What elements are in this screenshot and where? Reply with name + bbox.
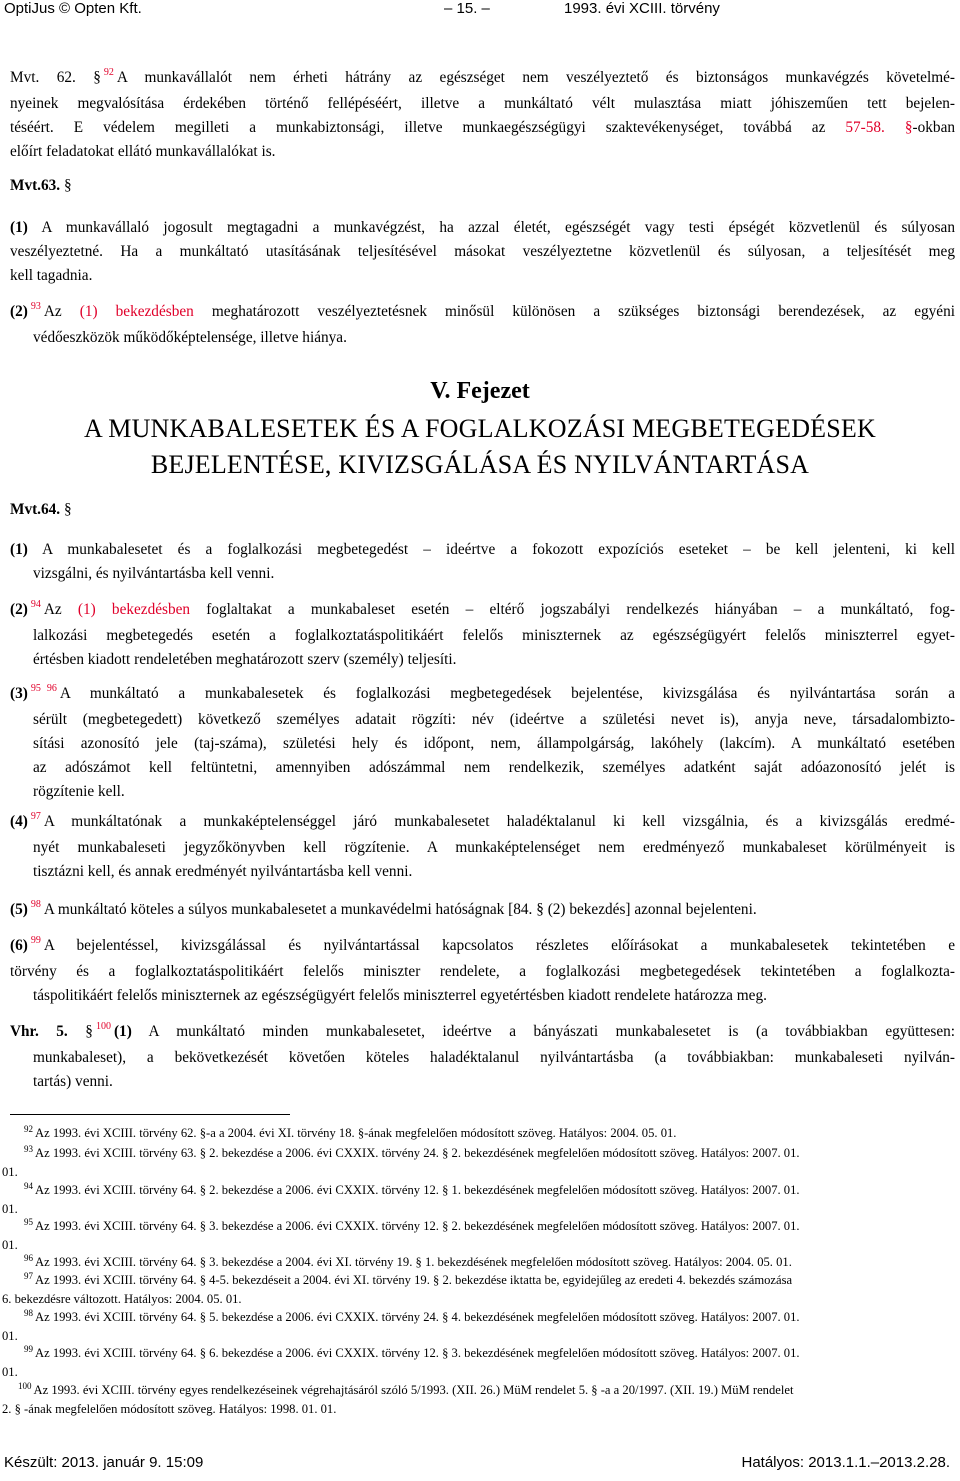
mvt64-paragraph-5: (5) $^{98}$ A munkáltató köteles a súlyos munkabalesetet a munkavédelmi hatóságnak [84. § (2) bekezdés] azonnal bejelenteni. <box>10 899 757 918</box>
footnote-ref-100[interactable]: 100 <box>95 1021 111 1032</box>
section-label: Mvt.63. <box>10 177 61 194</box>
section-sign-icon: § <box>93 69 101 86</box>
footnote-ref-95[interactable]: 95 <box>30 683 41 694</box>
paragraph-number: (2) <box>10 303 28 320</box>
footnote-ref-92[interactable]: 92 <box>103 67 114 78</box>
footnote-ref-98[interactable]: 98 <box>30 899 41 910</box>
section-link-57-58[interactable]: 57-58. <box>845 119 885 136</box>
section-sign-icon: § <box>85 1023 93 1040</box>
mvt64-paragraph-1: (1) A munkabalesetet és a foglalkozási megbetegedést – ideértve a fokozott expozíciós eseteket – be kell jelenteni, ki kell vizsgálni, és nyilvántartásba kell venni. <box>10 541 955 582</box>
footnote-ref-99[interactable]: 99 <box>30 935 41 946</box>
section-label: Vhr. 5. <box>10 1023 68 1040</box>
mvt62-line2: nyeinek megvalósítása érdekében történő fellépéséért, illetve a munkáltató vélt mulasztása miatt jóhiszeműen tett bejelen- <box>10 95 955 112</box>
footnote-98: $^{98}$ Az 1993. évi XCIII. törvény 64. § 5. bekezdése a 2006. évi CXXIX. törvény 24. § 4. bekezdésének megfelelően módosított szöveg. Hatályos: 2007. 01. 01. <box>2 1308 800 1343</box>
footnote-95: $^{95}$ Az 1993. évi XCIII. törvény 64. § 3. bekezdése a 2006. évi CXXIX. törvény 12. § 2. bekezdésének megfelelően módosított szöveg. Hatályos: 2007. 01. 01. <box>2 1217 800 1252</box>
footnote-94: $^{94}$ Az 1993. évi XCIII. törvény 64. § 2. bekezdése a 2006. évi CXXIX. törvény 12. § 1. bekezdésének megfelelően módosított szöveg. Hatályos: 2007. 01. 01. <box>2 1181 800 1216</box>
mvt62-line3: téséért. E védelem megilleti a munkabiztonsági, illetve munkaegészségügyi szaktevékenységet, továbbá az 57-58. §-okban <box>10 119 956 136</box>
footnote-93: $^{93}$ Az 1993. évi XCIII. törvény 63. § 2. bekezdése a 2006. évi CXXIX. törvény 24. § 2. bekezdésének megfelelően módosított szöveg. Hatályos: 2007. 01. 01. <box>2 1144 800 1179</box>
created-date: Készült: 2013. január 9. 15:09 <box>4 1454 204 1471</box>
page-header <box>4 0 952 24</box>
section-sign-icon[interactable]: § <box>904 119 913 136</box>
mvt64-paragraph-2: (2) $^{94}$ Az (1) bekezdésben foglaltakat a munkabaleset esetén – eltérő jogszabályi rendelkezés hiányában – a munkáltató, fog- lalkozási megbetegedés esetén a foglalkoztatáspolitikáért felelős miniszternek az egészségügyért felelős miniszterrel egyet- értésben kiadott rendeletében meghatározott szerv (személy) teljesíti. <box>10 599 955 668</box>
paragraph-number: (1) <box>113 1023 132 1040</box>
section-label: Mvt.64. <box>10 501 61 518</box>
footnote-ref-93[interactable]: 93 <box>30 301 41 312</box>
validity-period: Hatályos: 2013.1.1.–2013.2.28. <box>741 1454 950 1471</box>
footnote-99: $^{99}$ Az 1993. évi XCIII. törvény 64. § 6. bekezdése a 2006. évi CXXIX. törvény 12. § 3. bekezdésének megfelelően módosított szöveg. Hatályos: 2007. 01. 01. <box>2 1344 800 1379</box>
paragraph-number: (5) <box>10 901 28 918</box>
paragraph-number: (1) <box>10 219 28 236</box>
paragraph-number: (3) <box>10 685 28 702</box>
footnote-divider <box>10 1114 290 1115</box>
mvt62-line4: előírt feladatokat ellátó munkavállalókat is. <box>10 143 276 160</box>
chapter-number: V. Fejezet <box>430 378 530 404</box>
vhr5-section: Vhr. 5. § $^{100}$ (1) A munkáltató minden munkabalesetet, ideértve a bányászati munkabalesetet is (a továbbiakban együttesen: munkabaleset), a bekövetkezését követően köteles haladéktalanul nyilvántartásba (a továbbiakban: munkabaleseti nyilván- tartás) venni. <box>10 1021 956 1090</box>
footnote-100: $^{100}$ Az 1993. évi XCIII. törvény egyes rendelkezéseinek végrehajtásáról szóló 5/1993. (XII. 26.) MüM rendelet 5. § -a a 20/1997. (XII. 19.) MüM rendelet 2. § -ának megfelelően módosított szöveg. Hatályos: 1998. 01. 01. <box>2 1381 794 1416</box>
paragraph-link[interactable]: (1) bekezdésben <box>77 601 191 618</box>
footnote-ref-97[interactable]: 97 <box>30 811 41 822</box>
chapter-title-line2: BEJELENTÉSE, KIVIZSGÁLÁSA ÉS NYILVÁNTARTÁSA <box>150 450 810 479</box>
footnote-ref-94[interactable]: 94 <box>30 599 41 610</box>
mvt62-line1: Mvt. 62. § $^{92}$ A munkavállalót nem érheti hátrány az egészséget nem veszélyeztető és biztonságos munkavégzés követelmé- <box>10 67 955 86</box>
mvt64-paragraph-4: (4) $^{97}$ A munkáltatónak a munkaképtelenséggel járó munkabalesetet haladéktalanul ki kell vizsgálnia, és a kivizsgálás eredmé- nyét munkabaleseti jegyzőkönyvben kell rögzítenie. A munkaképtelenséget nem eredményező munkabaleset körülményeit is tisztázni kell, és annak eredményét nyilvántartásba kell venni. <box>10 811 955 880</box>
publisher: OptiJus © Opten Kft. <box>4 0 142 17</box>
section-sign-icon: § <box>63 177 72 194</box>
mvt64-paragraph-6: (6) $^{99}$ A bejelentéssel, kivizsgálással és nyilvántartással kapcsolatos részletes előírásokat a munkabalesetek tekintetében e törvény és a foglalkoztatáspolitikáért felelős miniszter rendelete, a foglalkozási megbetegedések tekintetében a foglalkozta- táspolitikáért felelős miniszternek az egészségügyért felelős miniszterrel egyetértésben kiadott rendelete határozza meg. <box>10 935 955 1004</box>
paragraph-link[interactable]: (1) bekezdésben <box>79 303 194 320</box>
paragraph-number: (2) <box>10 601 28 618</box>
paragraph-number: (1) <box>10 541 28 558</box>
section-label: Mvt. 62. <box>10 69 76 86</box>
section-sign-icon: § <box>63 501 72 518</box>
page-number: – 15. – <box>444 0 490 17</box>
law-title: 1993. évi XCIII. törvény <box>564 0 720 17</box>
mvt63-heading <box>10 174 955 198</box>
paragraph-number: (4) <box>10 813 28 830</box>
footnote-97: $^{97}$ Az 1993. évi XCIII. törvény 64. § 4-5. bekezdéseit a 2004. évi XI. törvény 19. § 2. bekezdése iktatta be, egyidejűleg az eredeti 4. bekezdés számozása 6. bekezdésre változott. Hatályos: 2004. 05. 01. <box>2 1271 793 1306</box>
footnote-92: $^{92}$ Az 1993. évi XCIII. törvény 62. §-a a 2004. évi XI. törvény 18. §-ának megfelelően módosított szöveg. Hatályos: 2004. 05. 01. <box>24 1124 677 1140</box>
mvt62-section <box>10 66 955 164</box>
footnote-ref-96[interactable]: 96 <box>46 683 57 694</box>
paragraph-number: (6) <box>10 937 28 954</box>
mvt64-heading <box>10 498 955 522</box>
chapter-title-line1: A MUNKABALESETEK ÉS A FOGLALKOZÁSI MEGBETEGEDÉSEK <box>84 414 876 443</box>
mvt64-paragraph-3: (3) $^{95}$ $^{96}$ A munkáltató a munkabalesetek és foglalkozási megbetegedések bejelentése, kivizsgálása és nyilvántartása során a sérült (megbetegedett) következő személyes adatait rögzíti: név (ideértve a születési nevet is), anyja neve, társadalombizto- sítási azonosító jele (taj-száma), születési hely és időpont, nem, állampolgárság, lakóhely (lakcím). A munkáltató esetében az adószámot kell feltüntetni, amennyiben adószámmal nem rendelkezik, személyes adatként saját adóazonosító jelét is rögzítenie kell. <box>10 683 955 800</box>
section-sign-icon: § <box>536 901 544 918</box>
mvt63-paragraph-2: (2) $^{93}$ Az (1) bekezdésben meghatározott veszélyeztetésnek minősül különösen a szükséges biztonsági berendezések, az egyéni védőeszközök működőképtelensége, illetve hiánya. <box>10 301 955 346</box>
footnote-96: $^{96}$ Az 1993. évi XCIII. törvény 64. § 3. bekezdése a 2004. évi XI. törvény 19. § 1. bekezdésének megfelelően módosított szöveg. Hatályos: 2004. 05. 01. <box>24 1253 792 1269</box>
mvt63-paragraph-1: (1) A munkavállaló jogosult megtagadni a munkavégzést, ha azzal életét, egészségét vagy testi épségét közvetlenül és súlyosan veszélyeztetné. Ha a munkáltató utasításának teljesítésével másokat veszélyeztetne közvetlenül és súlyosan, a teljesítését meg kell tagadnia. <box>10 219 955 284</box>
